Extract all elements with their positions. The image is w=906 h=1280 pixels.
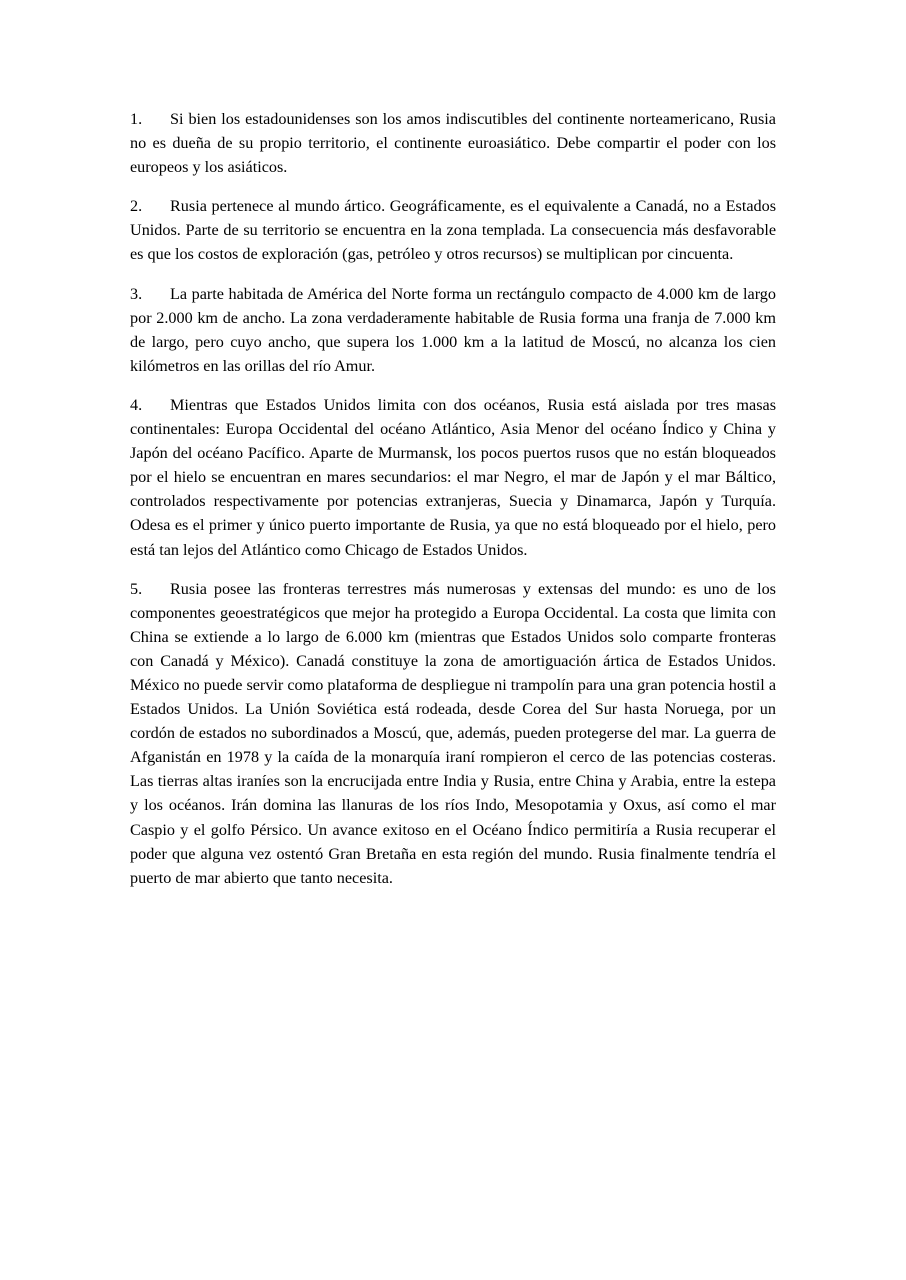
paragraph-text: Rusia pertenece al mundo ártico. Geográficamente, es el equivalente a Canadá, no a Estados Unidos. Parte de su territorio se encuentra en la zona templada. La consecuencia más desfavorable es que los costos de exploración (gas, petróleo y otros recursos) se multiplican por cincuenta. [130,197,776,264]
paragraph-number: 2. [130,197,143,216]
document-page [130,107,776,905]
paragraph-5 [130,577,776,890]
paragraph-1 [130,107,776,179]
paragraph-4 [130,393,776,562]
paragraph-number: 5. [130,579,143,598]
paragraph-text: La parte habitada de América del Norte forma un rectángulo compacto de 4.000 km de largo por 2.000 km de ancho. La zona verdaderamente habitable de Rusia forma una franja de 7.000 km de largo, pero cuyo ancho, que supera los 1.000 km a la latitud de Moscú, no alcanza los cien kilómetros en las orillas del río Amur. [130,284,776,375]
paragraph-text: Rusia posee las fronteras terrestres más numerosas y extensas del mundo: es uno de los componentes geoestratégicos que mejor ha protegido a Europa Occidental. La costa que limita con China se extiende a lo largo de 6.000 km (mientras que Estados Unidos solo comparte fronteras con Canadá y México). Canadá constituye la zona de amortiguación ártica de Estados Unidos. México no puede servir como plataforma de despliegue ni trampolín para una gran potencia hostil a Estados Unidos. La Unión Soviética está rodeada, desde Corea del Sur hasta Noruega, por un cordón de estados no subordinados a Moscú, que, además, pueden protegerse del mar. La guerra de Afganistán en 1978 y la caída de la monarquía iraní rompieron el cerco de las potencias costeras. Las tierras altas iraníes son la encrucijada entre India y Rusia, entre China y Arabia, entre la estepa y los océanos. Irán domina las llanuras de los ríos Indo, Mesopotamia y Oxus, así como el mar Caspio y el golfo Pérsico. Un avance exitoso en el Océano Índico permitiría a Rusia recuperar el poder que alguna vez ostentó Gran Bretaña en esta región del mundo. Rusia finalmente tendría el puerto de mar abierto que tanto necesita. [130,579,776,887]
paragraph-number: 4. [130,395,143,414]
paragraph-text: Mientras que Estados Unidos limita con dos océanos, Rusia está aislada por tres masas continentales: Europa Occidental del océano Atlántico, Asia Menor del océano Índico y China y Japón del océano Pacífico. Aparte de Murmansk, los pocos puertos rusos que no están bloqueados por el hielo se encuentran en mares secundarios: el mar Negro, el mar de Japón y el mar Báltico, controlados respectivamente por potencias extranjeras, Suecia y Dinamarca, Japón y Turquía. Odesa es el primer y único puerto importante de Rusia, ya que no está bloqueado por el hielo, pero está tan lejos del Atlántico como Chicago de Estados Unidos. [130,395,776,559]
paragraph-number: 3. [130,284,143,303]
paragraph-number: 1. [130,110,143,128]
paragraph-3 [130,282,776,378]
paragraph-2 [130,194,776,266]
paragraph-text: Si bien los estadounidenses son los amos indiscutibles del continente norteamericano, Rusia no es dueña de su propio territorio, el continente euroasiático. Debe compartir el poder con los europeos y los asiáticos. [130,110,776,177]
